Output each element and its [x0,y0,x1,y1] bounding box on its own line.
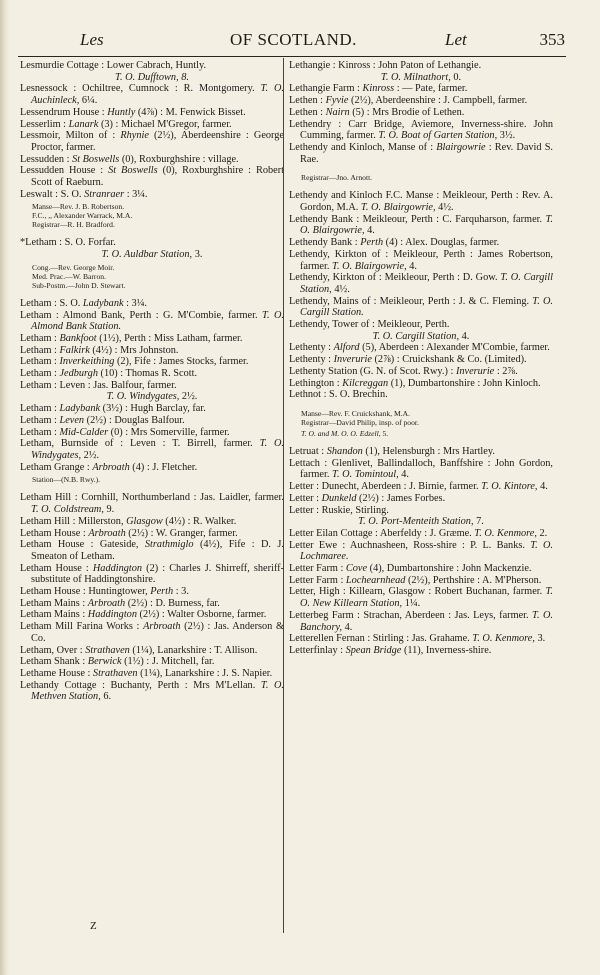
entry-text: Letter Ewe : Auchnasheen, Ross-shire : P. L. Banks. [289,539,531,551]
left-column [20,60,284,703]
entry-text: 1¼. [402,598,421,610]
gazetteer-entry [289,575,553,587]
italic-place-name: T. O. Cargill Station, [300,272,554,295]
local-officials-note [20,202,284,229]
gazetteer-entry [289,528,553,540]
italic-place-name: Kinross [362,83,395,95]
entry-text: (4) : Alex. Douglas, farmer. [383,237,500,249]
entry-text: : 3¼. [123,297,147,309]
header-right-catchword: Let [445,30,467,49]
entry-text: 4. [364,225,375,237]
entry-text: (4⅞) : M. Fenwick Bisset. [135,106,246,118]
entry-text: Letham : [20,356,60,368]
gazetteer-entry [20,310,284,333]
gazetteer-entry [20,668,284,680]
italic-place-name: St Boswells [72,153,120,165]
gazetteer-entry [20,189,284,201]
gazetteer-entry [20,83,284,106]
italic-place-name: Lanark [68,118,99,130]
header-title: OF SCOTLAND. [230,30,357,49]
entry-text: (4) : J. Fletcher. [129,461,198,473]
entry-text: Lesnessock : Ochiltree, Cumnock : R. Montgomery. [20,83,261,95]
entry-text: Letter : [289,492,322,504]
gazetteer-entry [20,680,284,703]
telegraph-office-line [20,391,284,403]
gazetteer-entry [289,342,553,354]
italic-place-name: T. O. Lochmaree. [300,539,553,563]
italic-place-name: T. O. Milnathort, [380,71,451,83]
entry-text: Lethendy, Mains of : Meikleour, Perth : J. & C. Fleming. [289,295,533,307]
entry-text: (2½) : D. Burness, far. [125,597,220,609]
italic-place-name: Inverkeithing [59,356,115,368]
entry-text: Letham Mains : [20,609,88,621]
entry-text: Lethame House : [20,667,93,679]
gazetteer-entry [20,528,284,540]
gazetteer-entry [20,492,284,515]
gazetteer-entry [20,645,284,657]
entry-text: Letham : [20,414,60,426]
entry-text: 4. [459,330,470,342]
italic-place-name: Dunkeld [321,492,357,504]
entry-text: (2½) : James Forbes. [356,492,446,504]
official-line: Manse—Rev. J. B. Robertson. [32,202,125,212]
gazetteer-entry [289,296,553,319]
italic-place-name: Mid-Calder [59,426,109,438]
entry-text: Lethenty : [289,342,334,354]
local-officials-note [289,409,553,427]
entry-text: Lesserlim : [20,118,69,130]
entry-text: Letter, High : Killearn, Glasgow : Robert Buchanan, farmer. [289,586,546,598]
entry-text: Lethendry : Carr Bridge, Aviemore, Inverness-shire. John Cumming, farmer. [289,118,553,142]
entry-text: Lethen : [289,95,326,107]
italic-place-name: Arbroath [92,461,130,473]
header-rule [18,56,566,57]
gazetteer-entry [289,366,553,378]
entry-text: Letham Shank : [20,656,88,668]
entry-text: Letham Mill Farina Works : [20,621,144,633]
official-line: Registrar—Jno. Arnott. [301,173,373,183]
italic-place-name: T. O. Blairgowrie, [360,202,436,214]
gazetteer-entry [289,83,553,95]
entry-text: (1¼), Lanarkshire : T. Allison. [129,644,258,656]
gazetteer-entry [20,427,284,439]
entry-text: 3½. [497,130,516,142]
telegraph-office-line [289,331,553,343]
entry-text: Letham : [20,368,60,380]
entry-text: 9. [103,504,115,516]
gazetteer-entry [289,378,553,390]
gazetteer-entry [20,438,284,461]
italic-place-name: Bankfoot [59,332,97,344]
entry-text: Lethendy and Kinloch, Manse of : [289,141,437,153]
telegraph-office-line [20,72,284,84]
entry-text: Letham : [20,403,60,415]
gazetteer-entry [289,540,553,563]
italic-place-name: T. O. Windygates, [106,391,180,403]
gazetteer-entry [20,621,284,644]
italic-place-name: Jedburgh [59,368,98,380]
italic-place-name: Perth [150,586,174,598]
entry-text: Lethenty Station (G. N. of Scot. Rwy.) : [289,365,456,377]
local-officials-note [20,475,284,484]
italic-place-name: T. O. Tomintoul, [332,469,399,481]
gazetteer-entry [20,130,284,153]
entry-text: Letter Farm : [289,574,346,586]
italic-place-name: Huntly [107,106,136,118]
gazetteer-entry [20,356,284,368]
entry-text: Letham Hill : Cornhill, Northumberland : Jas. Laidler, farmer. [20,492,284,504]
page-header [60,30,565,56]
entry-text: (2½) : Jas. Anderson & Co. [31,621,284,644]
entry-text: (1), Dumbartonshire : John Kinloch. [388,377,541,389]
gazetteer-entry [289,119,553,142]
entry-text: Letter Eilan Cottage : Aberfeldy : J. Græme. [289,527,475,539]
entry-text: Leswalt : S. O. [20,188,85,200]
italic-place-name: Strathaven [92,667,138,679]
italic-place-name: Cove [345,563,368,575]
entry-text: Lethnot : S. O. Brechin. [289,389,388,401]
italic-place-name: Ladybank [82,297,124,309]
entry-text: Lethen : [289,106,326,118]
entry-text: Lethangie Farm : [289,83,363,95]
entry-text: 2½. [81,449,100,461]
gazetteer-entry [289,645,553,657]
entry-text: (5), Aberdeen : Alexander M'Combie, farmer. [359,342,550,354]
entry-text: Lesmurdie Cottage : Lower Cabrach, Huntly. [20,60,207,71]
official-line: F.C., ,, Alexander Warrack, M.A. [32,211,133,221]
entry-text: Lethendy, Tower of : Meikleour, Perth. [289,319,450,331]
entry-text: (4½) : R. Walker. [162,515,237,527]
gazetteer-entry [289,458,553,481]
italic-place-name: T. O. Kintore, [481,481,538,493]
entry-text: 4. [342,621,353,633]
gazetteer-entry [289,214,553,237]
italic-place-name: Inverurie [333,354,372,366]
entry-text: Lessudden House : [20,165,109,177]
italic-place-name: Haddington [92,562,143,574]
telegraph-office-line [20,249,284,261]
entry-text: 4. [406,260,417,272]
gazetteer-entry [20,656,284,668]
italic-place-name: Spean Bridge [345,644,402,656]
gazetteer-entry [20,345,284,357]
entry-text: *Letham : S. O. Forfar. [20,237,116,249]
italic-place-name: T. O. Kenmore, [472,633,535,645]
italic-place-name: St Boswells [108,165,158,177]
italic-place-name: T. O. Dufftown, 8. [115,71,189,83]
entry-text: (2½) : Walter Osborne, farmer. [136,609,267,621]
gazetteer-entry [289,354,553,366]
section-gap [289,165,553,171]
gazetteer-entry [20,60,284,72]
entry-text: Lethendy Bank : Meikleour, Perth : C. Farquharson, farmer. [289,213,546,225]
entry-text: Letham Mains : [20,597,88,609]
entry-text: Lessudden : [20,153,73,165]
entry-text: Lettach : Glenlivet, Ballindalloch, Banffshire : John Gordon, farmer. [289,457,553,481]
gazetteer-entry [20,539,284,562]
gazetteer-entry [20,298,284,310]
entry-text: 3. [534,633,546,645]
entry-text: Lethangie : Kinross : John Paton of Lethangie. [289,60,482,71]
entry-text: Letham Hill : Millerston, [20,515,127,527]
gazetteer-entry [289,505,553,517]
entry-text: Letham : Almond Bank, Perth : G. M'Combie, farmer. [20,309,262,321]
italic-place-name: T. O. Windygates, [31,438,284,461]
entry-text: Lethendy and Kinloch F.C. Manse : Meikleour, Perth : Rev. A. Gordon, M.A. [289,190,553,214]
page-binding-edge [0,0,10,975]
entry-text: 7. [473,516,484,528]
gazetteer-entry [20,415,284,427]
entry-text: (10) : Thomas R. Scott. [97,368,198,380]
right-column [289,60,553,657]
entry-text: Letter : Dunecht, Aberdeen : J. Birnie, farmer. [289,481,482,493]
gazetteer-entry [20,119,284,131]
entry-text: : 3¼. [124,188,148,200]
column-divider [283,58,284,933]
italic-place-name: Strathaven [85,644,130,656]
entry-text: Lessendrum House : [20,106,108,118]
entry-text: 4½. [331,283,350,295]
gazetteer-entry [20,380,284,392]
gazetteer-entry [289,610,553,633]
entry-text: (4½) : Mrs Johnston. [89,344,179,356]
local-officials-note [20,263,284,290]
entry-text: (1½), Perth : Miss Latham, farmer. [96,332,243,344]
italic-place-name: Alford [333,342,360,354]
entry-text: Letham House : Huntingtower, [20,586,151,598]
entry-text: (2⅞) : Cruickshank & Co. (Limited). [371,354,527,366]
entry-text: (2½), Aberdeenshire : George Proctor, farmer. [31,130,284,153]
gazetteer-entry [20,462,284,474]
gazetteer-entry [289,389,553,401]
gazetteer-entry [20,107,284,119]
italic-place-name: Shandon [326,445,363,457]
gazetteer-entry [289,481,553,493]
page-number: 353 [539,30,565,49]
gazetteer-entry [289,237,553,249]
entry-text: Letham House : Gateside, [20,539,145,551]
italic-place-name: Arbroath [143,621,181,633]
gazetteer-entry [289,107,553,119]
gazetteer-entry [289,586,553,609]
entry-text: Letham : [20,426,60,438]
entry-text: Letham, Over : [20,644,86,656]
italic-place-name: Arbroath [88,527,126,539]
italic-place-name: Perth [360,237,384,249]
entry-text: 4. [537,481,548,493]
entry-text: (3½) : Hugh Barclay, far. [100,403,206,415]
entry-text: Letham : S. O. [20,297,83,309]
italic-place-name: Lochearnhead [345,574,406,586]
entry-text: (11), Inverness-shire. [401,644,492,656]
italic-place-name: Berwick [87,656,122,668]
italic-place-name: Glasgow [126,515,163,527]
official-line: Registrar—R. H. Bradford. [32,220,115,230]
italic-place-name: T. O. Methven Station, [31,679,285,703]
gazetteer-entry [289,446,553,458]
gazetteer-entry [289,272,553,295]
gazetteer-entry [20,165,284,188]
gazetteer-entry [20,333,284,345]
entry-text: Letham : [20,344,60,356]
italic-place-name: T. O. Banchory, [300,609,553,633]
gazetteer-entry [20,403,284,415]
official-line: Registrar—David Philip, insp. of poor. [301,417,419,427]
entry-text: (2½) : W. Granger, farmer. [125,527,238,539]
italic-place-name: T. O. and M. O. O. Edzell, [301,428,381,438]
gazetteer-entry [20,368,284,380]
entry-text: (4), Dumbartonshire : John Mackenzie. [367,563,532,575]
entry-text: (2½), Aberdeenshire : J. Campbell, farmer. [348,95,528,107]
gazetteer-entry [289,249,553,272]
entry-text: Letterellen Fernan : Stirling : Jas. Grahame. [289,633,473,645]
italic-place-name: T. O. Boat of Garten Station, [378,130,498,142]
local-officials-note [289,173,553,182]
italic-place-name: Stranraer [84,188,125,200]
gazetteer-entry [289,95,553,107]
gazetteer-entry [289,190,553,213]
telegraph-office-line [289,72,553,84]
entry-text: (0), Roxburghshire : Robert Scott of Raeburn. [31,165,285,189]
entry-text: Lethandy Cottage : Buchanty, Perth : Mrs M'Lellan. [20,679,261,691]
italic-place-name: Falkirk [59,344,90,356]
entry-text: Lethington : [289,377,343,389]
italic-place-name: T. O. Port-Menteith Station, [358,516,474,528]
signature-mark: Z [90,920,97,932]
italic-place-name: Arbroath [87,597,126,609]
entry-text: 0. [450,71,462,83]
gazetteer-entry [20,563,284,586]
official-line: Manse—Rev. F. Cruickshank, M.A. [301,408,410,418]
official-line: Station—(N.B. Rwy.). [32,475,101,485]
italic-place-name: T. O. New Killearn Station, [300,586,553,610]
entry-text: (1), Helensburgh : Mrs Hartley. [362,445,495,457]
gazetteer-entry [289,142,553,165]
entry-text: Lethendy, Kirkton of : Meikleour, Perth : James Robertson, farmer. [289,248,553,272]
gazetteer-entry [289,633,553,645]
italic-place-name: Haddington [87,609,137,621]
entry-text: : 3. [173,586,189,598]
italic-place-name: T. O. Cargill Station, [372,330,460,342]
entry-text: Letter : Ruskie, Stirling. [289,504,389,516]
entry-text: (1½) : J. Mitchell, far. [121,656,215,668]
entry-text: : 2⅞. [494,365,518,377]
entry-text: Letham : [20,332,60,344]
italic-place-name: Strathmiglo [144,539,194,551]
official-line: Sub-Postm.—John D. Stewart. [32,280,126,290]
entry-text: 3. [192,249,203,261]
entry-text: : Rev. David S. Rae. [300,141,553,165]
official-line: Cong.—Rev. George Moir. [32,262,115,272]
gazetteer-entry [289,563,553,575]
gazetteer-entry [20,598,284,610]
italic-place-name: Leven [59,414,85,426]
entry-text: Letham House : [20,562,93,574]
italic-place-name: Rhynie [120,130,149,142]
entry-text: 2. [536,527,548,539]
entry-text: (2½), Perthshire : A. M'Pherson. [405,574,542,586]
entry-text: Letter Farm : [289,563,346,575]
italic-place-name: Blairgowrie [436,141,486,153]
entry-text: (4½), Fife : D. J. Smeaton of Letham. [31,539,284,562]
gazetteer-entry [289,493,553,505]
entry-text: 4½. [435,202,454,214]
gazetteer-entry [20,516,284,528]
italic-place-name: Nairn [325,106,350,118]
italic-place-name: Fyvie [325,95,349,107]
italic-place-name: T. O. Auchinleck, [31,83,284,107]
section-gap [289,401,553,407]
italic-place-name: T. O. Kenmore, [474,527,537,539]
gazetteer-entry [289,429,553,438]
entry-text: Letterfinlay : [289,644,346,656]
entry-text: 6. [100,691,112,703]
gazetteer-entry [20,586,284,598]
entry-text: (0) : Mrs Somerville, farmer. [108,426,230,438]
italic-place-name: T. O. Blairgowrie, [332,260,407,272]
italic-place-name: Kilcreggan [342,377,389,389]
entry-text: (2), Fife : James Stocks, farmer. [114,356,249,368]
entry-text: (2) : Charles J. Shirreff, sheriff-substitute of Haddingtonshire. [31,562,285,586]
italic-place-name: T. O. Auldbar Station, [101,249,193,261]
official-line: Med. Prac.—W. Barron. [32,271,106,281]
entry-text: Letruat : [289,445,327,457]
entry-text: (3) : Michael M'Gregor, farmer. [98,118,232,130]
italic-place-name: Inverurie [455,365,495,377]
gazetteer-entry [289,60,553,72]
gazetteer-entry [20,237,284,249]
entry-text: (2½) : Douglas Balfour. [84,414,185,426]
entry-text: 5. [380,428,389,438]
gazetteer-entry [289,319,553,331]
entry-text: 2½. [179,391,198,403]
entry-text: Lethendy Bank : [289,237,361,249]
italic-place-name: Ladybank [59,403,101,415]
entry-text: (5) : Mrs Brodie of Lethen. [349,106,465,118]
entry-text: Letterbeg Farm : Strachan, Aberdeen : Jas. Leys, farmer. [289,609,533,621]
entry-text: Letham House : [20,527,89,539]
entry-text: Lethendy, Kirkton of : Meikleour, Perth : D. Gow. [289,272,501,284]
telegraph-office-line [289,516,553,528]
gazetteer-entry [20,154,284,166]
entry-text: (0), Roxburghshire : village. [119,153,239,165]
entry-text: Lessmoir, Milton of : [20,130,121,142]
entry-text: Letham, Burnside of : Leven : T. Birrell, farmer. [20,438,260,450]
italic-place-name: T. O. Coldstream, [31,504,104,516]
header-left-catchword: Les [80,30,104,49]
entry-text: (1¼), Lanarkshire : J. S. Napier. [137,667,273,679]
entry-text: : — Pate, farmer. [394,83,468,95]
entry-text: 6¼. [79,95,98,107]
italic-place-name: T. O. Blairgowrie, [300,213,553,237]
italic-place-name: T. O. Almond Bank Station. [31,309,284,333]
gazetteer-entry [20,609,284,621]
entry-text: Letham : Leven : Jas. Balfour, farmer. [20,379,177,391]
entry-text: Letham Grange : [20,461,93,473]
entry-text: 4. [398,469,409,481]
italic-place-name: T. O. Cargill Station. [300,295,554,319]
entry-text: Lethenty : [289,354,334,366]
